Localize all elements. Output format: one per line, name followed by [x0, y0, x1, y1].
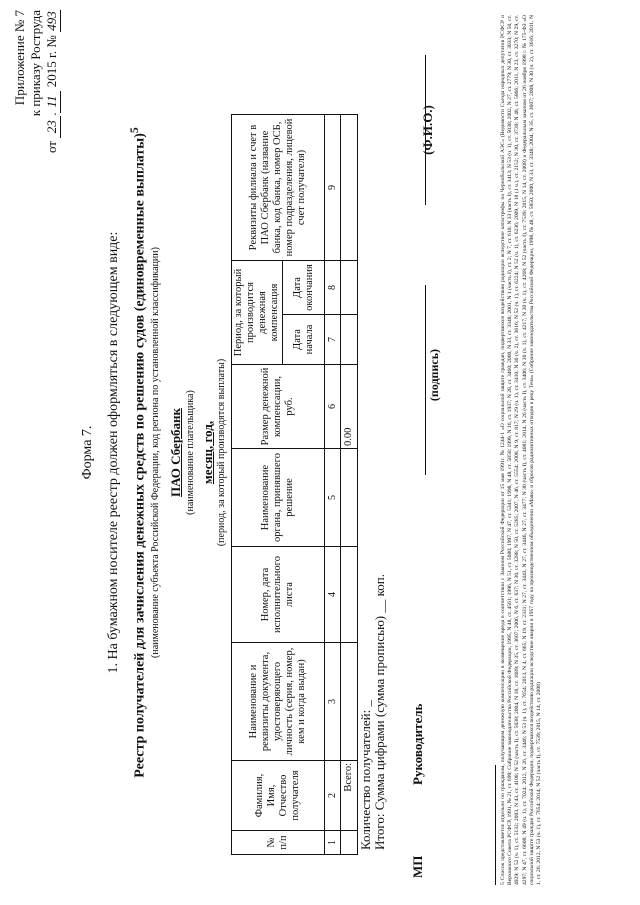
- register-title-text: Реестр получателей для зачисления денежных средств по решению судов (единовременные выплаты): [132, 133, 148, 778]
- column-number: 2: [325, 761, 341, 831]
- column-number: 6: [325, 365, 341, 449]
- name-caption: (Ф.И.О.): [420, 105, 435, 155]
- total-value: 0.00: [341, 365, 358, 449]
- column-number: 7: [325, 315, 341, 365]
- footnote-ref: 5: [128, 127, 141, 134]
- column-number: 1: [325, 831, 341, 855]
- column-number: 5: [325, 449, 341, 547]
- header-court-body: Наименование органа, принявшего решение: [232, 449, 325, 547]
- header-compensation-amount: Размер денежной компенсации, руб.: [232, 365, 325, 449]
- header-compensation-period: Период, за который производится денежная компенсация: [232, 261, 283, 365]
- handwritten-day: 23: [44, 116, 61, 138]
- header-identity-document: Наименование и реквизиты документа, удостоверяющего личность (серия, номер, кем и когда выдан): [232, 643, 325, 761]
- column-number: 3: [325, 643, 341, 761]
- column-number: 4: [325, 547, 341, 643]
- register-title: [128, 0, 149, 905]
- payer-caption: (наименование плательщика): [185, 390, 196, 515]
- empty-cell: [341, 315, 358, 365]
- footnote-divider: [495, 765, 496, 885]
- appendix-block: [12, 10, 61, 200]
- appendix-date-line: от 23.11 2015 г. № 493: [44, 11, 59, 154]
- bank-name: ПАО Сбербанк: [168, 407, 183, 498]
- empty-cell: [341, 831, 358, 855]
- seal-place: МП: [410, 855, 425, 878]
- header-full-name: Фамилия, Имя, Отчество получателя: [232, 761, 325, 831]
- column-numbers-row: [325, 115, 341, 855]
- total-row: [341, 115, 358, 855]
- total-amount-line: Итого: Сумма цифрами (сумма прописью) __ коп.: [372, 574, 387, 850]
- header-start-date: Дата начала: [283, 315, 325, 365]
- header-number: № п/п: [232, 831, 325, 855]
- empty-cell: [341, 547, 358, 643]
- date-prefix: от: [44, 141, 59, 154]
- instruction-heading: 1. На бумажном носителе реестр должен оформляться в следующем виде:: [106, 231, 121, 674]
- appendix-line2: к приказу Роструда: [28, 10, 43, 117]
- handwritten-number: 493: [44, 11, 59, 31]
- region-caption: (наименование субъекта Российской Федерации, код региона по установленной классификации): [150, 247, 161, 658]
- header-writ-number: Номер, дата исполнительного листа: [232, 547, 325, 643]
- form-title: Форма 7.: [80, 425, 95, 480]
- empty-cell: [341, 261, 358, 315]
- empty-cell: [341, 115, 358, 261]
- appendix-line1: Приложение № 7: [12, 10, 27, 106]
- header-bank-details: Реквизиты филиала и счет в ПАО Сбербанк (название банка, код банка, номер ОСБ, номер подразделения, лицевой счет получателя): [232, 115, 325, 261]
- column-number: 8: [325, 261, 341, 315]
- signature-line: [425, 285, 426, 475]
- header-end-date: Дата окончания: [283, 261, 325, 315]
- footnote-text: 5 Список представляется отдельно по гражданам, получающим денежную компенсацию в возмещение вреда в соответствии с Законом Российской Федерации от 15 мая 1991г. № 1244-1 «О социальной защите граждан, подвергшихся воздействию радиации вследствие катастрофы на Чернобыльской АЭС» (Ведомости Съезда народных депутатов РСФСР и Верховного Совета РСФСР, 1991, № 21, ст. 699; Собрание законодательства Российской Федерации, 1995, N 48, ст. 4561; 1996, N 51, ст. 5680; 1997, N 47, ст. 5341; 1998, N 48, ст. 5850; 1999, N 16, ст. 1937; N 28, ст. 3460; 2000, N 33, ст. 3348; 2001, N 1 (часть I), ст. 2; N 7, ст. 610; N 33 (часть I), ст. 3413; N 53 (ч. 1), ст. 5030; 2002, N 27, ст. 2779; N 30, ст. 3033; N 50, ст. 4929; N 52 (ч. 1), ст. 5132; 2003, N 43, ст. 4108; N 52 (часть I), ст. 5038; 2004, N 18, ст. 1689; N 35, ст. 3607; 2006, N 6, ст. 637; N 30, ст. 3288; N 50, ст. 5285; 2007, N 46, ст. 5554; 2008, N 9, ст. 817; N 29 (ч. 1), ст. 3410; N 30 (ч. 2), ст. 3616; N 52 (ч. 1), ст. 6224; N 52 (ч. 1), ст. 6236; 2009, N 18 (1 ч.), ст. 2152; N 30, ст. 3739; N 48, ст. 5866; 2011, N 23, ст. 3270; N 29, ст. 4297; N 47, ст. 6608; N 49 (ч. 1), ст. 7024; 2012, N 26, ст. 3446; N 53 (ч. 1), ст. 7654; 2013, N 4, ст. 665; N 19, ст. 2331; N 27, ст. 3443, N 27, ст. 3446, N 27, ст. 3477; N 30 (часть I), ст. 4081; 2014, N 26 (часть I), ст. 3406; N 30 (ч. 1), ст. 4217, N 30 (ч. 1), ст. 4268; N 52 (часть I), ст. 7539; 2015, N 14, ст. 2008) и Федеральным законом от 26 ноября 1998 г. № 175-ФЗ «О социальной защите граждан Российской Федерации, подвергшихся воздействию радиации вследствие аварии в 1957 году на производственном объединении «Маяк» и сбросов радиоактивных отходов в реку Теча» (Собрание законодательства Российской Федерации, 1998, № 48, ст. 5850; 2000, N 33, ст. 3348; 2004, N 35, ст. 3607; 2008, N 30 (ч. 2), ст. 3616; 2011, N 1, ст. 26; 2012, N 53 (ч. 1), ст. 7654; 2014, N 52 (часть I), ст. 7539; 2015, N 14, ст. 2008): [500, 15, 543, 885]
- signature-caption: (подпись): [427, 348, 441, 402]
- period-caption: (период, за который производятся выплаты): [216, 358, 227, 547]
- recipients-count: Количество получателей: _: [358, 700, 373, 850]
- handwritten-month: 11: [44, 91, 61, 113]
- empty-cell: [341, 449, 358, 547]
- empty-cell: [341, 643, 358, 761]
- total-label: Всего:: [341, 761, 358, 831]
- recipients-table: [231, 114, 358, 855]
- column-number: 9: [325, 115, 341, 261]
- head-label: Руководитель: [410, 703, 425, 785]
- year-label: 2015 г. №: [44, 35, 59, 88]
- period-value: месяц, год,: [200, 420, 215, 485]
